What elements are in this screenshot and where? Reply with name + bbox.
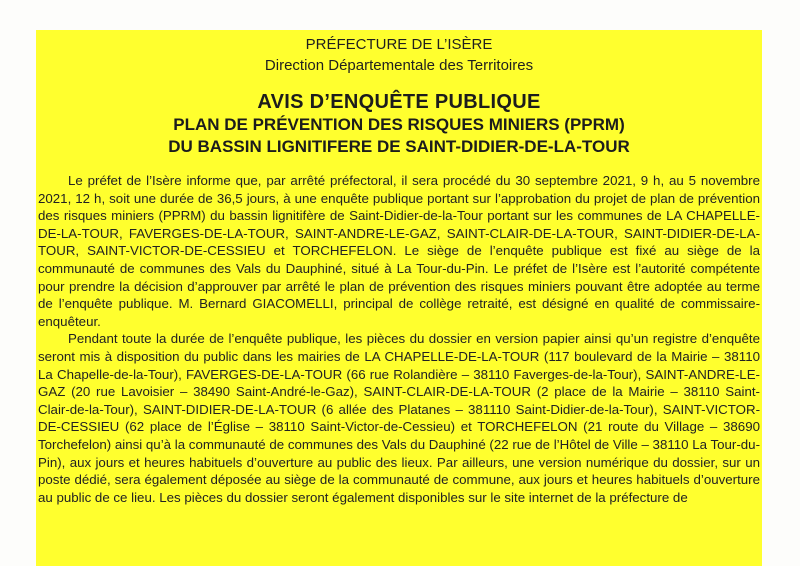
notice-poster	[36, 30, 762, 566]
notice-subtitle-2: DU BASSIN LIGNITIFERE DE SAINT-DIDIER-DE-LA-TOUR	[168, 137, 630, 156]
paragraph-2: Pendant toute la durée de l’enquête publique, les pièces du dossier en version papier ainsi qu’un registre d’enquête seront mis à disposition du public dans les mairies de LA CHAPELLE-DE-LA-TOUR (117 boulevard de la Mairie – 38110 La Chapelle-de-la-Tour), FAVERGES-DE-LA-TOUR (66 rue Rolandière – 38110 Faverges-de-la-Tour), SAINT-ANDRE-LE-GAZ (20 rue Lavoisier – 38490 Saint-André-le-Gaz), SAINT-CLAIR-DE-LA-TOUR (2 place de la Mairie – 38110 Saint-Clair-de-la-Tour), SAINT-DIDIER-DE-LA-TOUR (6 allée des Platanes – 381110 Saint-Didier-de-la-Tour), SAINT-VICTOR-DE-CESSIEU (62 place de l’Église – 38110 Saint-Victor-de-Cessieu) et TORCHEFELON (21 route du Village – 38690 Torchefelon) ainsi qu’à la communauté de communes des Vals du Dauphiné (22 rue de l’Hôtel de Ville – 38110 La Tour-du-Pin), aux jours et heures habituels d’ouverture au public des lieux. Par ailleurs, une version numérique du dossier, sur un poste dédié, sera également déposée au siège de la communauté de commune, aux jours et heures habituels d’ouverture au public de ce lieu. Les pièces du dossier seront également disponibles sur le site internet de la préfecture de	[38, 331, 760, 505]
notice-header	[36, 34, 762, 76]
direction-name: Direction Départementale des Territoires	[264, 57, 534, 74]
notice-title: AVIS D’ENQUÊTE PUBLIQUE	[257, 91, 541, 113]
prefecture-name: PRÉFECTURE DE L’ISÈRE	[305, 36, 493, 53]
notice-body	[38, 172, 760, 506]
paragraph-1: Le préfet de l’Isère informe que, par arrêté préfectoral, il sera procédé du 30 septembre 2021, 9 h, au 5 novembre 2021, 12 h, soit une durée de 36,5 jours, à une enquête publique portant sur l’approbation du projet de plan de prévention des risques miniers (PPRM) du bassin lignitifère de Saint-Didier-de-la-Tour portant sur les communes de LA CHAPELLE-DE-LA-TOUR, FAVERGES-DE-LA-TOUR, SAINT-ANDRE-LE-GAZ, SAINT-CLAIR-DE-LA-TOUR, SAINT-DIDIER-DE-LA-TOUR, SAINT-VICTOR-DE-CESSIEU et TORCHEFELON. Le siège de l’enquête publique est fixé au siège de la communauté de communes des Vals du Dauphiné, situé à La Tour-du-Pin. Le préfet de l’Isère est l’autorité compétente pour prendre la décision d’approuver par arrêté le plan de prévention des risques miniers pouvant être adoptée au terme de l’enquête publique. M. Bernard GIACOMELLI, principal de collège retraité, est désigné en qualité de commissaire-enquêteur.	[38, 173, 760, 329]
notice-subtitle-1: PLAN DE PRÉVENTION DES RISQUES MINIERS (PPRM)	[173, 115, 625, 134]
notice-titles	[36, 90, 762, 158]
